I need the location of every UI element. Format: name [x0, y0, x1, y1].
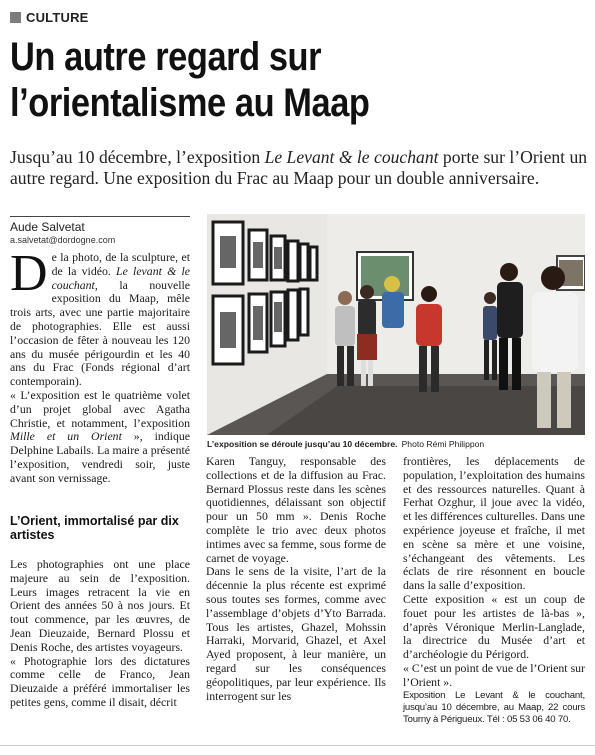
standfirst-text-a: Jusqu’au 10 décembre, l’exposition: [10, 147, 265, 167]
intro-text-a: e la photo, de la sculpture, et de la vidéo.: [51, 250, 190, 278]
standfirst-text-b: porte sur l’Orient un autre regard. Une exposition du Frac au Maap pour un double anniversaire.: [10, 147, 588, 188]
kicker-label: CULTURE: [26, 10, 89, 25]
paragraph: frontières, les déplacements de population, l’exploitation des humains et des ressources naturelles. Quant à Ferhat Ozghur, il joue avec la vidéo, et les différences culturelles. Dans une expérience joyeuse et fraîche, il met en scène sa mère et une voisine, s’échangeant des vêtements. Les éclats de rire résonnent en boucle dans la salle d’exposition.: [403, 454, 585, 593]
headline: [10, 34, 509, 126]
quote-text-b: », indique Delphine Labails. La maire a présenté l’exposition, vendredi soir, juste avant son vernissage.: [10, 429, 190, 485]
author-name: Aude Salvetat: [10, 220, 85, 234]
headline-line-2: l’orientalisme au Maap: [10, 81, 370, 125]
subheading: L’Orient, immortalisé par dix artistes: [10, 514, 179, 542]
paragraph: Cette exposition « est un coup de fouet pour les artistes de là-bas », d’après Véronique Merlin-Langlade, la directrice du Musée d’art et d’archéologie du Périgord.: [403, 591, 585, 662]
paragraph: Karen Tanguy, responsable des collections et de la diffusion au Frac. Bernard Plossus reste dans les scènes quotidiennes, délaissant son objectif pour un 50 mm ». Denis Roche complète le trio avec deux photos intimes avec sa femme, sous forme de carnet de voyage.: [206, 454, 386, 565]
intro-text-b: , la nouvelle exposition du Maap, mêle trois arts, avec une partie majoritaire de photographies. Elle est aussi l’occasion de fêter à nouveau les 120 ans du musée périgourdin et les 40 ans du Frac (Fonds régional d’art contemporain).: [10, 277, 190, 389]
gallery-photo-illustration: [207, 214, 585, 435]
kicker-square-icon: [10, 12, 21, 23]
section-kicker: [10, 10, 89, 25]
standfirst-exhibition-title: Le Levant & le couchant: [264, 147, 439, 167]
paragraph: « Photographie lors des dictatures comme celle de Franco, Jean Dieuzaide a préféré immortaliser les petites gens, comme il disait, décrit: [10, 653, 190, 709]
article-column-2: [206, 455, 386, 703]
paragraph-intro: [10, 245, 190, 389]
paragraph: Les photographies ont une place majeure au sein de l’exposition. Leurs images retracent la vie en Orient des années 50 à nos jours. Et tout commence, par les œuvres, de Jean Dieuzaide, Bernard Plossu et Denis Roche, des artistes voyageurs.: [10, 557, 190, 654]
page-bottom-rule: [0, 745, 595, 755]
author-email: a.salvetat@dordogne.com: [10, 235, 116, 245]
intro-exhibition-title: Le levant & le couchant: [51, 263, 190, 292]
article-column-1-continued: [10, 558, 190, 710]
article-column-3: [403, 455, 585, 726]
standfirst: [10, 147, 590, 189]
photo-credit: Photo Rémi Philippon: [401, 439, 485, 449]
paragraph-quote: [10, 389, 190, 486]
drop-cap: D: [10, 245, 48, 302]
exhibition-photo: [207, 214, 585, 435]
byline: [10, 216, 190, 245]
caption-text: L’exposition se déroule jusqu’au 10 décembre.: [207, 439, 398, 449]
quote-exhibition-title: Mille et un Orient: [10, 429, 122, 444]
paragraph: Dans le sens de la visite, l’art de la décennie la plus récente est exprimé sous toutes ses formes, comme avec l’assemblage d’objets d’Yto Barrada. Tous les artistes, Ghazel, Mohssin Harraki, Morvarid, Ghazel, et Axel Ayed proposent, à leur manière, un regard sur les conséquences géopolitiques, par leur expérience. Ils interrogent sur les: [206, 564, 386, 703]
headline-line-1: Un autre regard sur: [10, 35, 322, 79]
paragraph: « C’est un point de vue de l’Orient sur l’Orient ».: [403, 660, 585, 689]
photo-caption: [207, 439, 585, 449]
article-column-1: [10, 245, 190, 486]
quote-text-a: « L’exposition est le quatrième volet d’un projet global avec Agatha Christie, et notamment, l’exposition: [10, 387, 190, 430]
exhibition-info: Exposition Le Levant & le couchant, jusqu’au 10 décembre, au Maap, 22 cours Tourny à Périgueux. Tél : 05 53 06 40 70.: [403, 689, 585, 725]
